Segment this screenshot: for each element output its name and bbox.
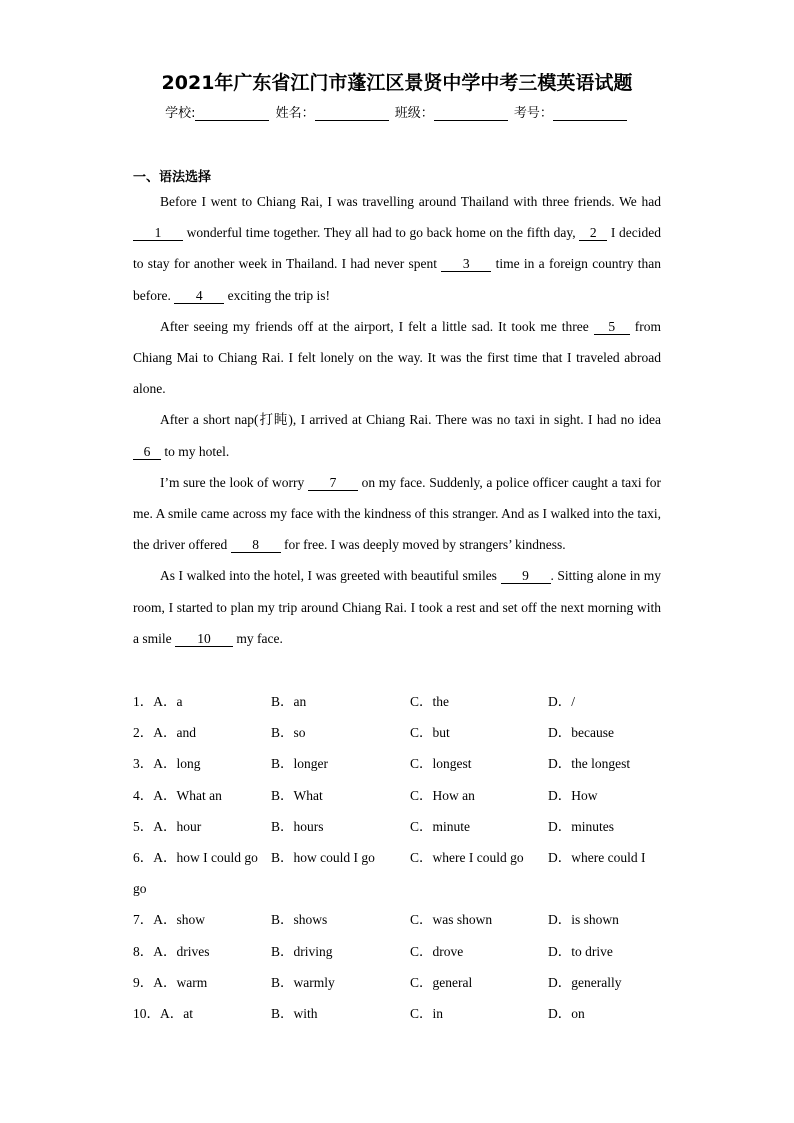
blank-7[interactable]: 7 <box>308 475 358 491</box>
option-b[interactable]: B．so <box>271 725 306 741</box>
option-b[interactable]: B．warmly <box>271 974 335 990</box>
option-d[interactable]: D．the longest <box>548 756 631 772</box>
option-b[interactable]: B．shows <box>271 912 328 928</box>
passage-paragraph <box>133 404 661 466</box>
option-a[interactable]: 4．A．What an <box>133 787 222 803</box>
option-c[interactable]: C．How an <box>410 787 475 803</box>
name-field[interactable] <box>315 107 389 121</box>
name-label: 姓名： <box>275 106 315 121</box>
passage-text: Before I went to Chiang Rai, I was travelling around Thailand with three friends. We had <box>160 194 661 209</box>
blank-5[interactable]: 5 <box>594 319 630 335</box>
answer-options <box>133 686 693 1029</box>
blank-8[interactable]: 8 <box>231 537 281 553</box>
option-d[interactable]: D．How <box>548 787 598 803</box>
passage-text: exciting the trip is! <box>227 287 330 303</box>
option-b[interactable]: B．an <box>271 694 307 709</box>
student-info-line <box>0 102 794 121</box>
option-d[interactable]: D．minutes <box>548 818 614 834</box>
question-row <box>133 842 693 873</box>
blank-10[interactable]: 10 <box>175 631 233 647</box>
option-c[interactable]: C．minute <box>410 818 470 834</box>
question-row <box>133 904 693 935</box>
option-b[interactable]: B．hours <box>271 818 324 834</box>
section-title: 一、语法选择 <box>133 170 212 185</box>
passage-text: for free. I was deeply moved by strangers’ kindness. <box>283 537 566 553</box>
question-row <box>133 748 693 779</box>
passage-text: I’m sure the look of worry <box>160 474 305 490</box>
option-c[interactable]: C．drove <box>410 943 464 959</box>
passage-text: on my face. Suddenly, a police officer caught a taxi for me. A smile came across my face with the kindness of this stranger. And as I walked into the taxi, the driver offered <box>133 474 662 553</box>
passage-text: wonderful time together. They all had to go back home on the fifth day, <box>186 225 576 241</box>
option-b[interactable]: B．longer <box>271 756 328 772</box>
option-c[interactable]: C．longest <box>410 756 472 772</box>
option-a[interactable]: 1．A．a <box>133 694 183 709</box>
question-row <box>133 686 693 717</box>
passage-text: my face. <box>236 630 283 646</box>
option-c[interactable]: C．in <box>410 1005 444 1021</box>
option-a[interactable]: 3．A．long <box>133 756 201 772</box>
option-d[interactable]: D．on <box>548 1005 585 1021</box>
passage-paragraph <box>133 311 661 405</box>
question-row <box>133 967 693 998</box>
passage-text: to my hotel. <box>164 443 230 459</box>
option-d[interactable]: D．where could I <box>548 849 646 865</box>
exam-number-label: 考号： <box>513 106 553 121</box>
exam-number-field[interactable] <box>553 107 627 121</box>
passage-text: time in a foreign country than before. <box>133 256 662 303</box>
option-a[interactable]: 9．A．warm <box>133 974 208 990</box>
question-row <box>133 936 693 967</box>
school-field[interactable] <box>195 107 269 121</box>
option-d[interactable]: D．/ <box>548 694 575 709</box>
option-b[interactable]: B．What <box>271 787 323 803</box>
passage-text: As I walked into the hotel, I was greeted with beautiful smiles <box>160 568 497 584</box>
class-field[interactable] <box>434 107 508 121</box>
passage-paragraph <box>133 467 661 561</box>
option-b[interactable]: B．with <box>271 1005 318 1021</box>
option-continuation: go <box>133 881 147 897</box>
passage-text: After seeing my friends off at the airport, I felt a little sad. It took me three <box>160 318 589 334</box>
option-a[interactable]: 6．A．how I could go <box>133 849 258 865</box>
option-d[interactable]: D．is shown <box>548 912 619 928</box>
option-c[interactable]: C．the <box>410 694 449 709</box>
cloze-passage <box>133 186 661 654</box>
option-a[interactable]: 8．A．drives <box>133 943 210 959</box>
option-b[interactable]: B．how could I go <box>271 849 375 865</box>
page-title: 2021年广东省江门市蓬江区景贤中学中考三模英语试题 <box>161 72 633 94</box>
option-a[interactable]: 2．A．and <box>133 725 196 741</box>
option-c[interactable]: C．general <box>410 974 473 990</box>
school-label: 学校: <box>165 106 196 121</box>
passage-text: After a short nap(打盹), I arrived at Chiang Rai. There was no taxi in sight. I had no idea <box>160 412 661 428</box>
option-c[interactable]: C．where I could go <box>410 849 524 865</box>
passage-text: from Chiang Mai to Chiang Rai. I felt lonely on the way. It was the first time that I traveled abroad alone. <box>133 318 661 397</box>
option-a[interactable]: 10．A．at <box>133 1005 193 1021</box>
question-row <box>133 717 693 748</box>
option-a[interactable]: 7．A．show <box>133 912 206 928</box>
blank-9[interactable]: 9 <box>501 568 551 584</box>
option-d[interactable]: D．to drive <box>548 943 613 959</box>
class-label: 班级： <box>394 106 434 121</box>
blank-6[interactable]: 6 <box>133 444 161 460</box>
blank-3[interactable]: 3 <box>441 256 491 272</box>
passage-paragraph <box>133 186 661 311</box>
question-row <box>133 998 693 1029</box>
blank-2[interactable]: 2 <box>579 225 607 241</box>
passage-text: . Sitting alone in my room, I started to plan my trip around Chiang Rai. I took a rest and set off the next morning with a smile <box>133 568 662 646</box>
option-b[interactable]: B．driving <box>271 943 333 959</box>
question-row <box>133 811 693 842</box>
passage-paragraph <box>133 560 661 654</box>
passage-text: I decided to stay for another week in Thailand. I had never spent <box>133 225 662 272</box>
option-c[interactable]: C．but <box>410 725 450 741</box>
option-a[interactable]: 5．A．hour <box>133 818 202 834</box>
option-d[interactable]: D．because <box>548 725 614 741</box>
question-row <box>133 780 693 811</box>
blank-1[interactable]: 1 <box>133 225 183 241</box>
option-c[interactable]: C．was shown <box>410 912 493 928</box>
blank-4[interactable]: 4 <box>174 288 224 304</box>
option-d[interactable]: D．generally <box>548 974 622 990</box>
